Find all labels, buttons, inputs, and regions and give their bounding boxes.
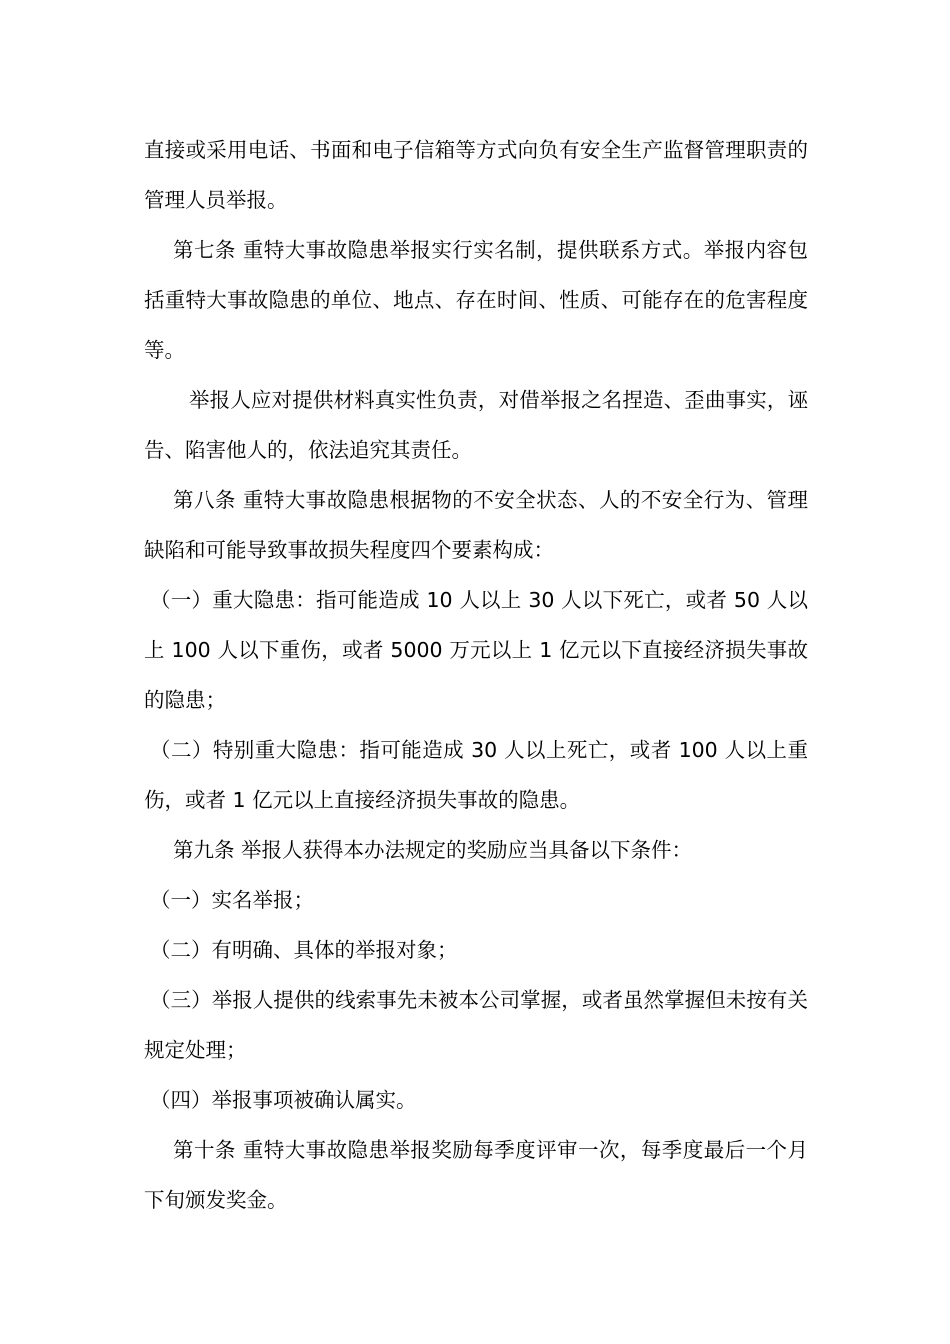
document-body: [144, 125, 808, 1225]
article-8-item-1: （一）重大隐患：指可能造成 10 人以上 30 人以下死亡，或者 50 人以上 100 人以下重伤，或者 5000 万元以上 1 亿元以下直接经济损失事故的隐患；: [144, 588, 808, 712]
article-8: 第八条 重特大事故隐患根据物的不安全状态、人的不安全行为、管理缺陷和可能导致事故损失程度四个要素构成：: [144, 488, 808, 562]
paragraph-continuation: 直接或采用电话、书面和电子信箱等方式向负有安全生产监督管理职责的管理人员举报。: [144, 138, 808, 212]
article-8-item-2: （二）特别重大隐患：指可能造成 30 人以上死亡，或者 100 人以上重伤，或者 1 亿元以上直接经济损失事故的隐患。: [144, 738, 808, 812]
article-9-item-3: （三）举报人提供的线索事先未被本公司掌握，或者虽然掌握但未按有关规定处理；: [144, 988, 808, 1062]
article-9: 第九条 举报人获得本办法规定的奖励应当具备以下条件：: [173, 838, 693, 862]
article-10: 第十条 重特大事故隐患举报奖励每季度评审一次，每季度最后一个月下旬颁发奖金。: [144, 1138, 808, 1212]
article-7-responsibility: 举报人应对提供材料真实性负责，对借举报之名捏造、歪曲事实，诬告、陷害他人的，依法追究其责任。: [144, 388, 808, 462]
article-9-item-4: （四）举报事项被确认属实。: [150, 1088, 417, 1112]
article-7: 第七条 重特大事故隐患举报实行实名制，提供联系方式。举报内容包括重特大事故隐患的单位、地点、存在时间、性质、可能存在的危害程度等。: [144, 238, 808, 362]
article-9-item-1: （一）实名举报；: [150, 888, 314, 912]
article-9-item-2: （二）有明确、具体的举报对象；: [150, 938, 458, 962]
